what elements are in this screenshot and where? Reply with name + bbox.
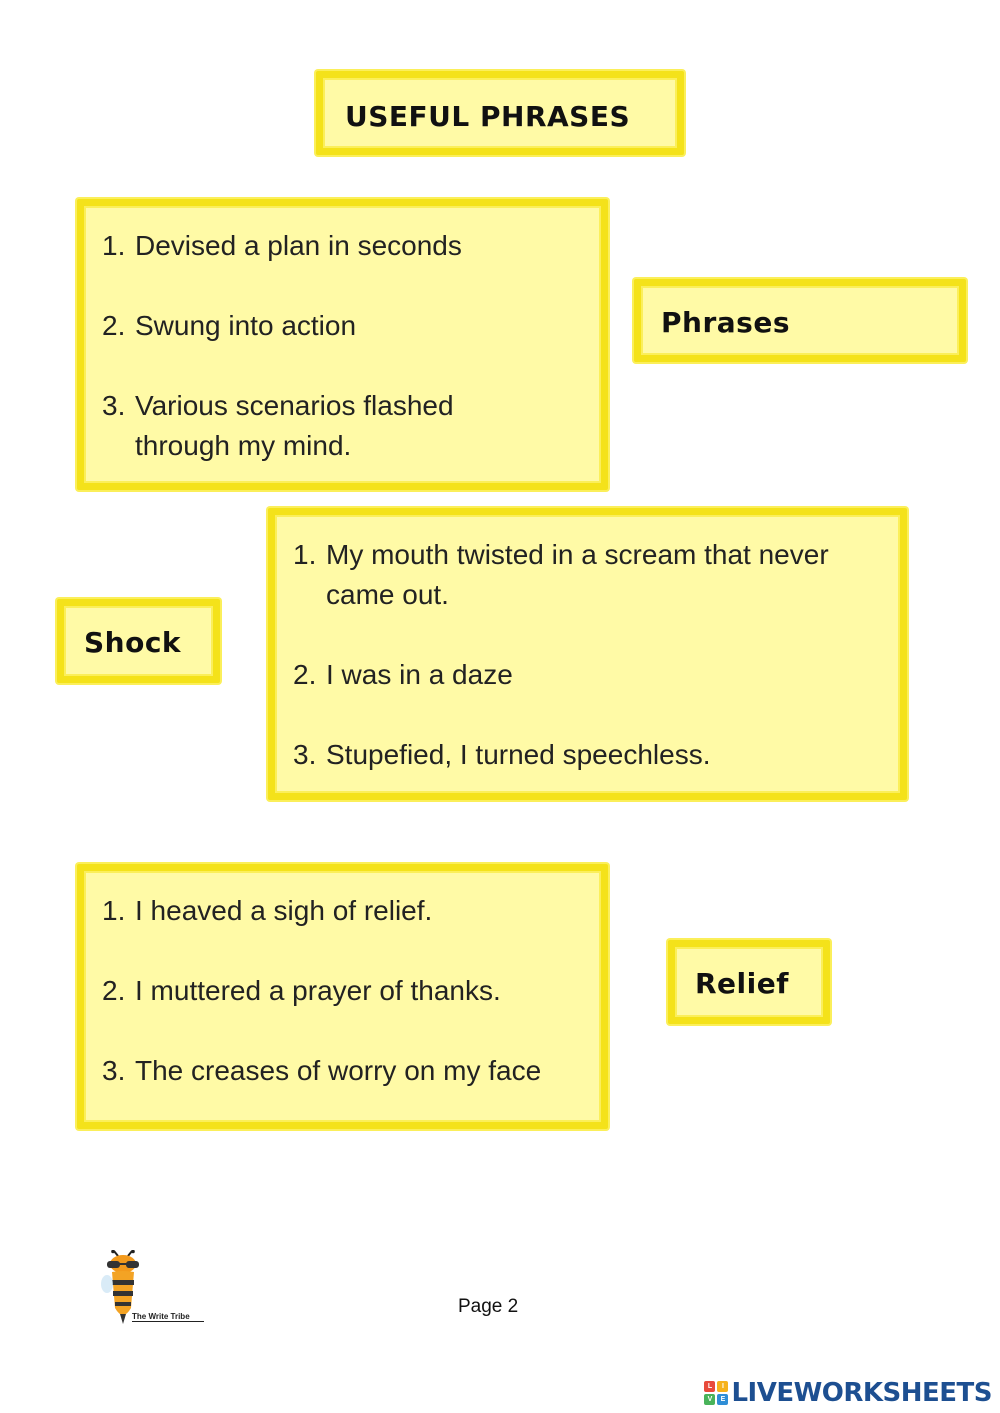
list-item-number: 1. [102, 895, 126, 926]
liveworksheets-logo-icon [704, 1381, 728, 1405]
relief-list [102, 891, 591, 1091]
logo-caption: The Write Tribe [132, 1312, 204, 1322]
list-item [102, 971, 591, 1011]
brand-icon-letter: L [704, 1381, 715, 1392]
brand-icon-letter: E [717, 1394, 728, 1405]
phrases-label-box [634, 279, 966, 362]
brand-name: LIVEWORKSHEETS [731, 1378, 992, 1408]
list-item-text: I muttered a prayer of thanks. [135, 975, 501, 1006]
shock-list [293, 535, 890, 775]
list-item-number: 2. [102, 975, 126, 1006]
list-item-text: I heaved a sigh of relief. [135, 895, 433, 926]
list-item [102, 891, 591, 931]
relief-label-box [668, 940, 830, 1024]
title-box [316, 71, 684, 155]
list-item-number: 3. [102, 1055, 126, 1086]
list-item-number: 2. [293, 659, 317, 690]
liveworksheets-brand [704, 1376, 992, 1410]
phrases-list [102, 226, 591, 466]
brand-icon-letter: V [704, 1394, 715, 1405]
list-item-number: 1. [293, 539, 317, 570]
list-item-text: Various scenarios flashed through my mind. [135, 390, 454, 461]
list-item [102, 226, 591, 266]
list-item-text: I was in a daze [326, 659, 513, 690]
list-item-text: Swung into action [135, 310, 357, 341]
list-item [293, 655, 890, 695]
list-item [293, 535, 890, 615]
list-item-number: 3. [102, 390, 126, 421]
list-item-number: 2. [102, 310, 126, 341]
page-title: USEFUL PHRASES [345, 100, 631, 133]
shock-label: Shock [84, 626, 182, 659]
list-item-text: The creases of worry on my face [135, 1055, 542, 1086]
page-number: Page 2 [458, 1296, 519, 1317]
brand-icon-letter: I [717, 1381, 728, 1392]
list-item [102, 306, 591, 346]
shock-list-box [268, 508, 907, 800]
list-item-number: 3. [293, 739, 317, 770]
shock-label-box [57, 599, 220, 683]
list-item-text: Stupefied, I turned speechless. [326, 739, 711, 770]
list-item-number: 1. [102, 230, 126, 261]
phrases-label: Phrases [661, 306, 790, 339]
list-item-text: Devised a plan in seconds [135, 230, 462, 261]
list-item [102, 386, 591, 466]
phrases-list-box [77, 199, 608, 490]
list-item-text: My mouth twisted in a scream that never came out. [326, 539, 829, 610]
relief-list-box [77, 864, 608, 1129]
list-item [293, 735, 890, 775]
list-item [102, 1051, 591, 1091]
relief-label: Relief [695, 967, 789, 1000]
